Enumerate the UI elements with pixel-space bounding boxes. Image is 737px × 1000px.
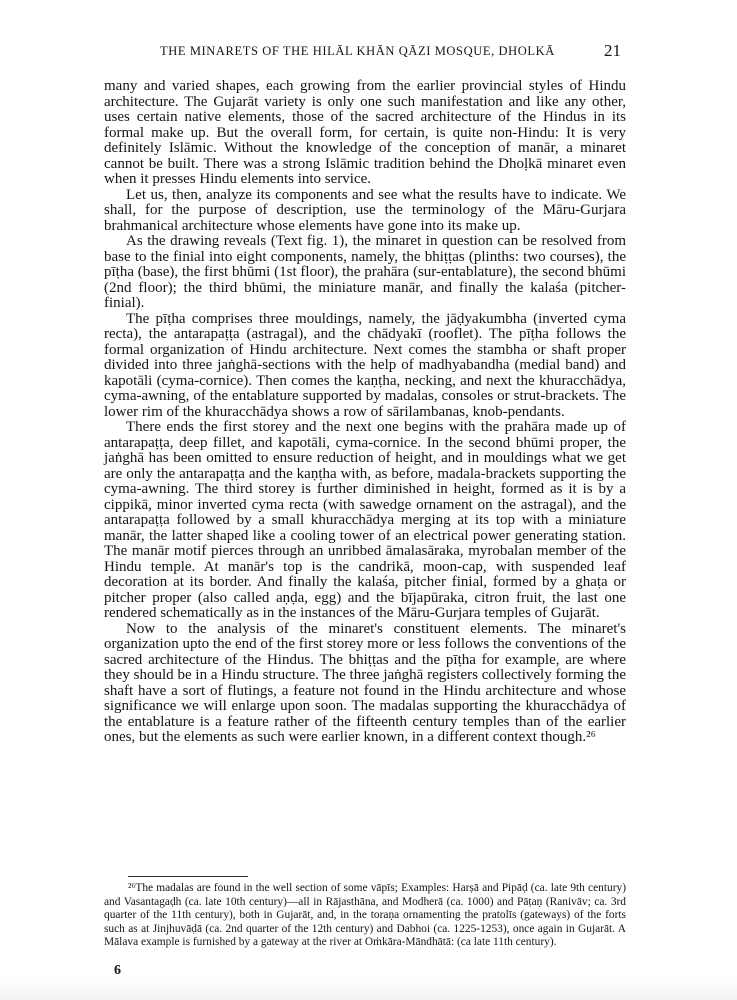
paragraph: many and varied shapes, each growing from the earlier provincial styles of Hindu architecture. The Gujarāt variety is only one such manifestation and like any other, uses certain native elements, those of the sacred architecture of the Hindus in its formal make up. But the overall form, for certain, is quite non-Hindu: It is very definitely Islāmic. Without the knowledge of the conception of manār, a minaret cannot be built. There was a strong Islāmic tradition behind the Dhoḷkā minaret even when it presses Hindu elements into service. — [104, 78, 626, 187]
paragraph: The pīṭha comprises three mouldings, namely, the jāḍyakumbha (inverted cyma recta), the antarapaṭṭa (astragal), and the chādyakī (rooflet). The pīṭha follows the formal organization of Hindu architecture. Next comes the stambha or shaft proper divided into three jaṅghā-sections with the help of madhyabandha (medial band) and kapotāli (cyma-cornice). Then comes the kaṇṭha, necking, and next the khuracchādya, cyma-awning, of the entablature supported by madalas, consoles or strut-brackets. The lower rim of the khuracchādya shows a row of sārilambanas, knob-pendants. — [104, 310, 626, 420]
paragraph: Now to the analysis of the minaret's constituent elements. The minaret's organization upto the end of the first storey more or less follows the conventions of the sacred architecture of the Hindus. The bhiṭṭas and the pīṭha for example, are where they should be in a Hindu structure. The three jaṅghā registers collectively forming the shaft have a sort of flutings, a feature not found in the Hindu architecture and whose significance we will enlarge upon soon. The madalas supporting the khuracchādya of the entablature is a feature rather of the fifteenth century temples than of the earlier ones, but the elements as such were earlier known, in a different context though.²⁶ — [104, 620, 626, 745]
footnote-divider — [128, 876, 248, 877]
footnote-26: ²⁶The madalas are found in the well section of some vāpīs; Examples: Harṣā and Pipāḍ (ca. late 9th century) and Vasantagaḍh (ca. late 10th century)—all in Rājasthāna, and Modherā (ca. 1000) and Pāṭaṇ (Ranivāv; ca. 3rd quarter of the 11th century), both in Gujarāt, and, in the toraṇa ornamenting the pratolīs (gateways) of the forts such as at Jinjhuvāḍā (ca. 2nd quarter of the 12th century) and Dabhoi (ca. 1225-1253), once again in Gujarāt. A Mālava example is furnished by a gateway at the river at Oṁkāra-Māndhātā: (ca late 11th century). — [104, 882, 626, 949]
running-title: THE MINARETS OF THE HILĀL KHĀN QĀZI MOSQUE, DHOLKĀ — [160, 44, 555, 58]
paragraph: Let us, then, analyze its components and see what the results have to indicate. We shall, for the purpose of description, use the terminology of the Māru-Gurjara brahmanical architecture whose elements have gone into its make up. — [104, 186, 626, 234]
paragraph: There ends the first storey and the next one begins with the prahāra made up of antarapaṭṭa, deep fillet, and kapotāli, cyma-cornice. In the second bhūmi proper, the jaṅghā has been omitted to ensure reduction of height, and in mouldings what we get are only the antarapaṭṭa and the kaṇṭha with, as before, madala-brackets supporting the cyma-awning. The third storey is further diminished in height, formed as it is by a cippikā, minor inverted cyma recta (with sawedge ornament on the astragal), and the antarapaṭṭa followed by a small khuracchādya merging at its top with a miniature manār, the latter shaped like a cooling tower of an electrical power generating station. The manār motif pierces through an unribbed āmalasāraka, myrobalan member of the Hindu temple. At manār's top is the candrikā, moon-cap, with suspended leaf decoration at its border. And finally the kalaśa, pitcher finial, formed by a ghaṭa or pitcher proper (also called aṇḍa, egg) and the bījapūraka, citron fruit, the last one rendered schematically as in the instances of the Māru-Gurjara temples of Gujarāt. — [104, 419, 626, 621]
signature-mark: 6 — [114, 963, 121, 978]
body-text — [104, 79, 626, 746]
paragraph: As the drawing reveals (Text fig. 1), the minaret in question can be resolved from base to the finial into eight components, namely, the bhiṭṭas (plinths: two courses), the pīṭha (base), the first bhūmi (1st floor), the prahāra (sur-entablature), the second bhūmi (2nd floor); the third bhūmi, the miniature manār, and finally the kalaśa (pitcher-finial). — [104, 233, 626, 311]
page-edge-shadow — [0, 980, 737, 1000]
page-number: 21 — [604, 41, 621, 60]
